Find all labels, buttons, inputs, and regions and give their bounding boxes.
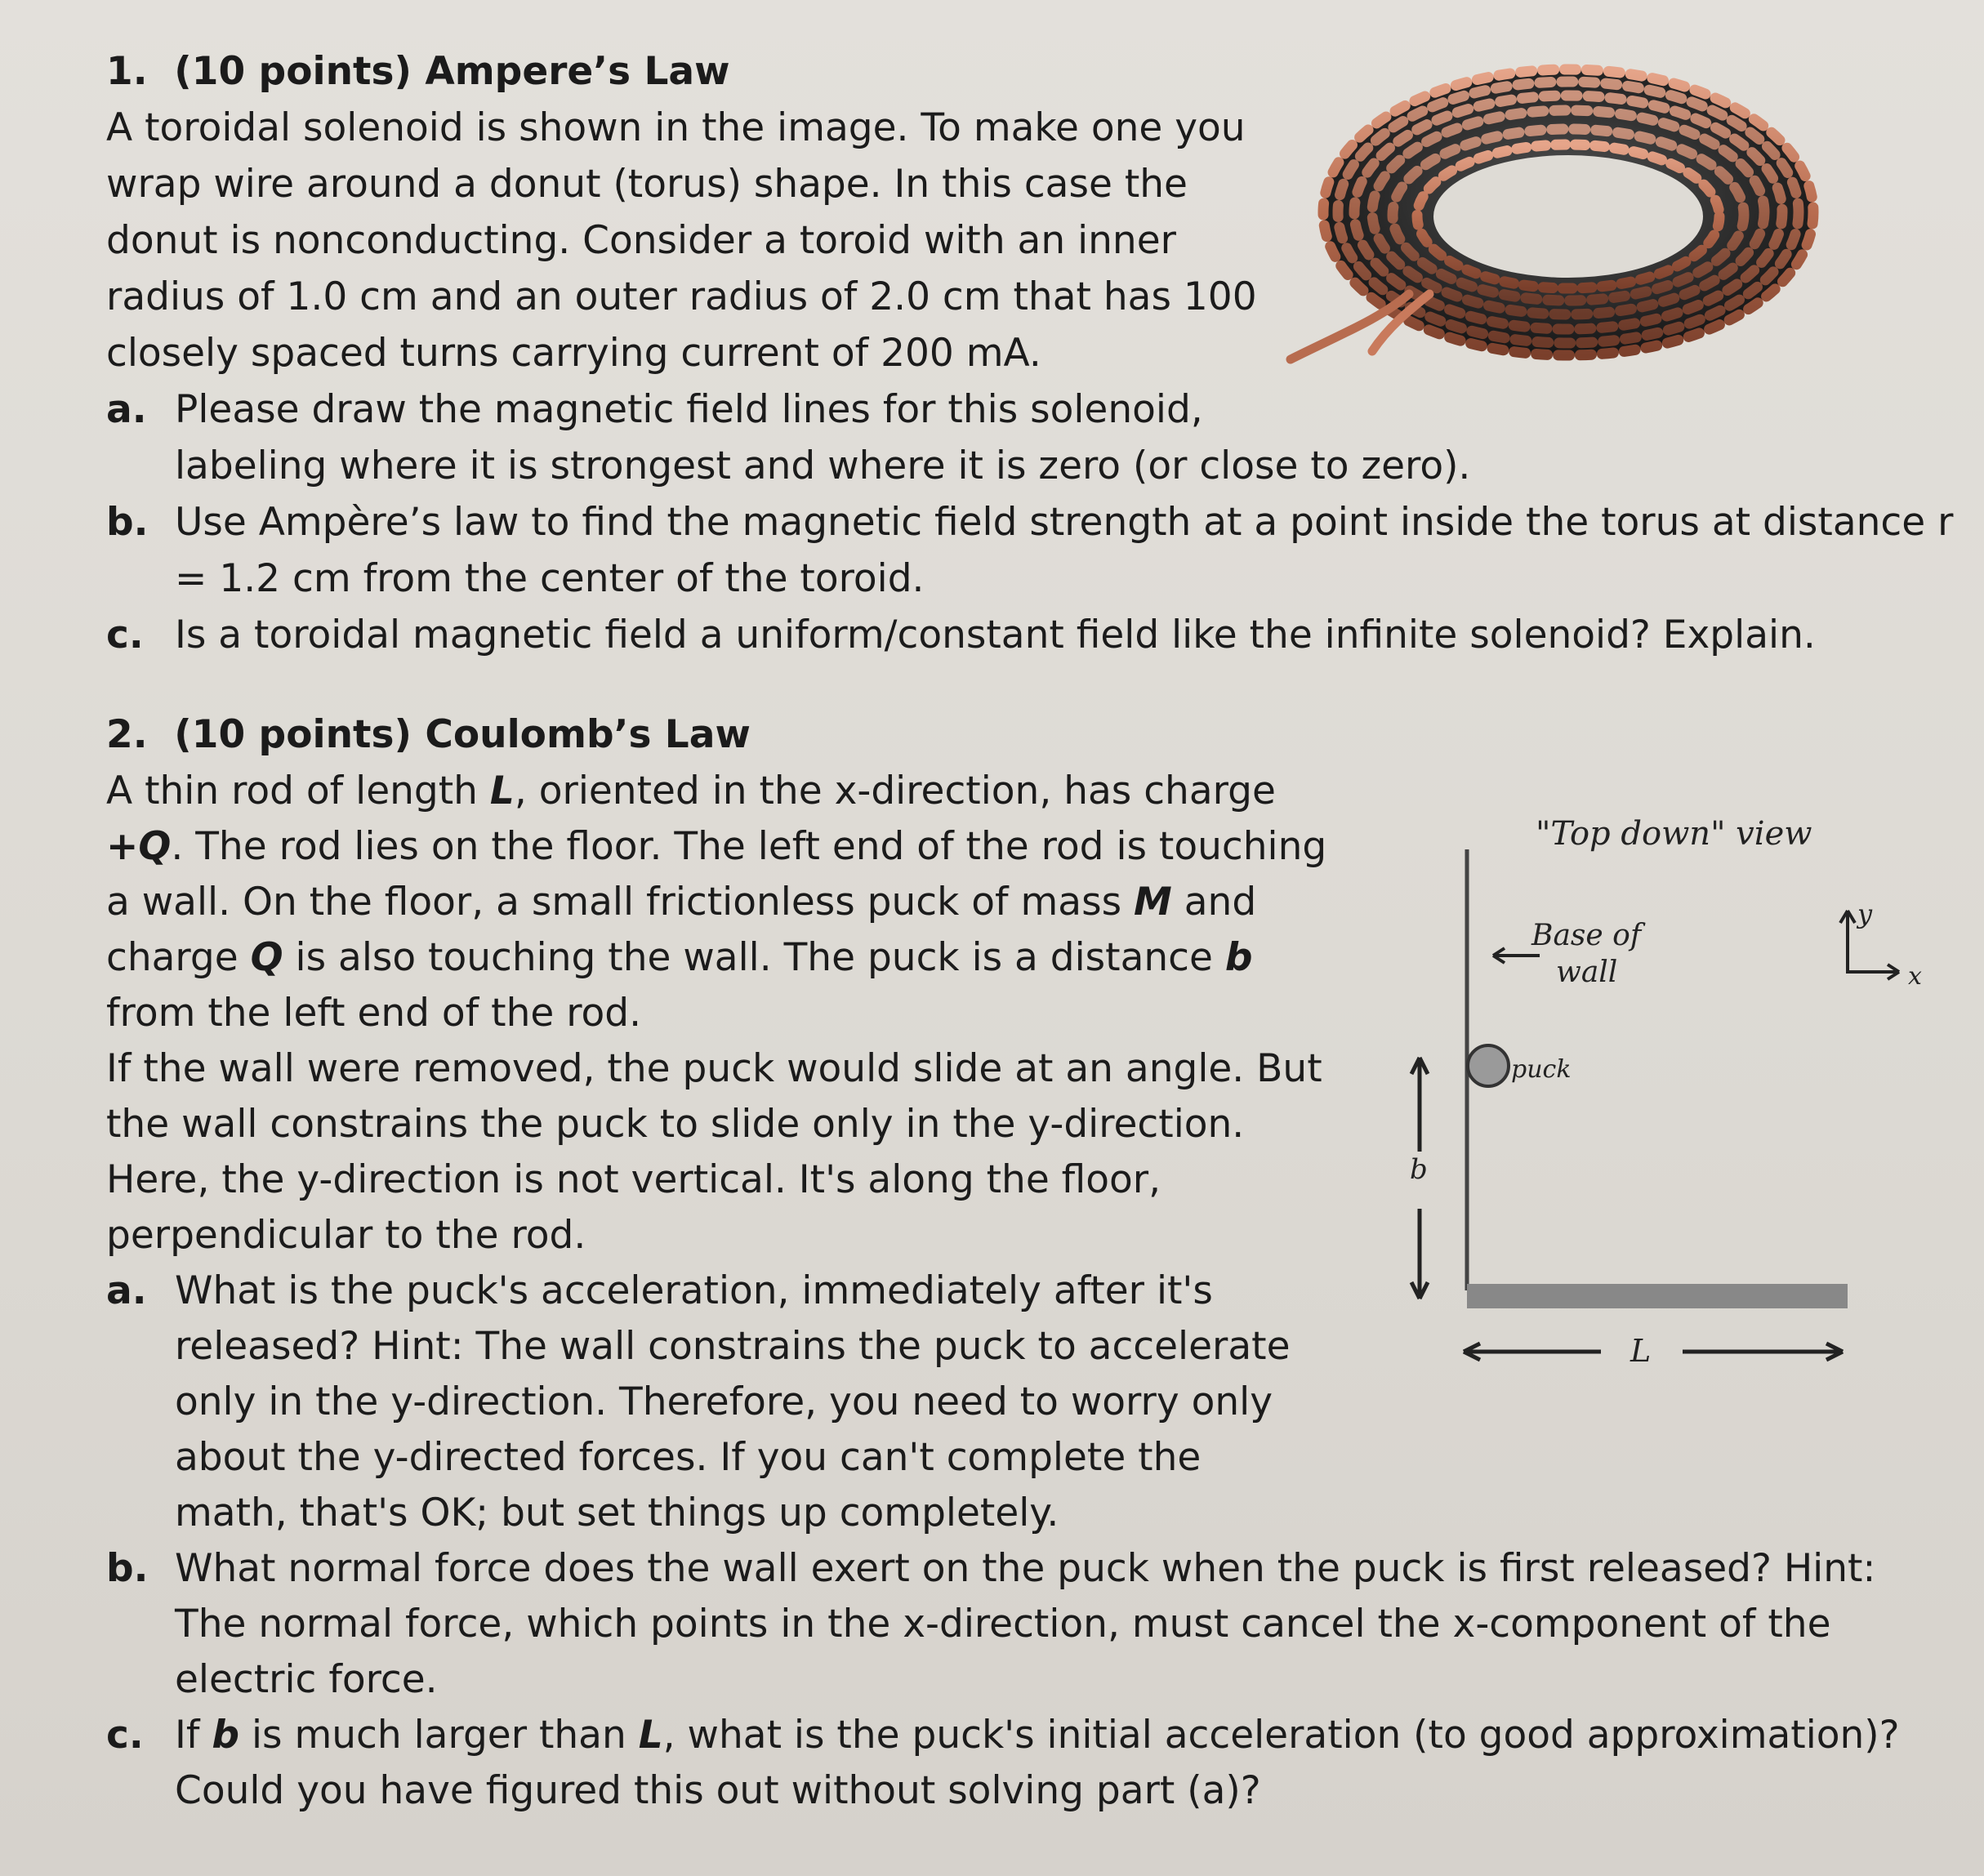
- q2-intro-line-5: from the left end of the rod.: [106, 991, 642, 1036]
- q1-intro-line-2: wrap wire around a donut (torus) shape. In this case the: [106, 162, 1188, 207]
- q2-part-a-line-5: math, that's OK; but set things up completely.: [175, 1491, 1059, 1535]
- b-label: b: [1410, 1153, 1428, 1186]
- q1-part-b: b. Use Ampère’s law to find the magnetic field strength at a point inside the torus at distance r: [106, 500, 1954, 545]
- q1-heading: 1. (10 points) Ampere’s Law: [106, 49, 730, 94]
- wall-label-line-2: wall: [1556, 956, 1618, 989]
- q1-intro-line-3: donut is nonconducting. Consider a toroid with an inner: [106, 218, 1176, 263]
- q2-heading: 2. (10 points) Coulomb’s Law: [106, 712, 751, 757]
- rod: [1467, 1284, 1848, 1308]
- q2-intro-line-7: the wall constrains the puck to slide only in the y-direction.: [106, 1102, 1245, 1147]
- b-arrow-up: [1411, 1058, 1428, 1152]
- q2-intro-line-3: a wall. On the floor, a small frictionless puck of mass M and: [106, 880, 1257, 925]
- q2-intro-line-6: If the wall were removed, the puck would slide at an angle. But: [106, 1046, 1322, 1091]
- L-arrow-right: [1683, 1344, 1843, 1360]
- q2-intro-line-9: perpendicular to the rod.: [106, 1213, 586, 1258]
- toroid-image: [1274, 49, 1830, 392]
- q2-part-c-line-2: Could you have figured this out without solving part (a)?: [175, 1768, 1261, 1813]
- q1-part-a-line-2: labeling where it is strongest and where it is zero (or close to zero).: [175, 443, 1471, 488]
- top-down-diagram: [1389, 809, 1960, 1380]
- diagram-title: "Top down" view: [1536, 815, 1812, 853]
- q1-part-c: c. Is a toroidal magnetic field a uniform/constant field like the infinite solenoid? Explain.: [106, 613, 1816, 657]
- q2-part-b: b. What normal force does the wall exert on the puck when the puck is first released? Hint:: [106, 1546, 1876, 1591]
- q2-part-b-line-3: electric force.: [175, 1657, 438, 1702]
- q1-part-a: a. Please draw the magnetic field lines for this solenoid,: [106, 387, 1203, 432]
- puck-label: puck: [1511, 1055, 1572, 1084]
- q1-part-b-line-2: = 1.2 cm from the center of the toroid.: [175, 556, 925, 601]
- q2-intro-line-2: +Q. The rod lies on the floor. The left end of the rod is touching: [106, 824, 1327, 869]
- L-label: L: [1630, 1333, 1652, 1369]
- q2-intro-line-8: Here, the y-direction is not vertical. It's along the floor,: [106, 1157, 1161, 1202]
- q2-part-a: a. What is the puck's acceleration, immediately after it's: [106, 1268, 1213, 1313]
- q2-part-a-line-2: released? Hint: The wall constrains the puck to accelerate: [175, 1324, 1291, 1369]
- q2-intro-line-1: A thin rod of length L, oriented in the x-direction, has charge: [106, 769, 1276, 813]
- wall-label-line-1: Base of: [1531, 919, 1642, 952]
- q1-intro-line-1: A toroidal solenoid is shown in the image. To make one you: [106, 105, 1246, 150]
- L-arrow-left: [1464, 1344, 1601, 1360]
- axis-x-label: x: [1908, 962, 1922, 991]
- q2-intro-line-4: charge Q is also touching the wall. The puck is a distance b: [106, 935, 1253, 980]
- q2-part-a-line-3: only in the y-direction. Therefore, you need to worry only: [175, 1379, 1273, 1424]
- q1-intro-line-4: radius of 1.0 cm and an outer radius of 2.0 cm that has 100: [106, 274, 1257, 319]
- q2-part-c: c. If b is much larger than L, what is the puck's initial acceleration (to good approximation)?: [106, 1713, 1900, 1758]
- q2-part-a-line-4: about the y-directed forces. If you can't complete the: [175, 1435, 1202, 1480]
- q2-part-b-line-2: The normal force, which points in the x-direction, must cancel the x-component of the: [175, 1602, 1831, 1647]
- q1-intro-line-5: closely spaced turns carrying current of 200 mA.: [106, 331, 1041, 376]
- b-arrow-down: [1411, 1209, 1428, 1299]
- puck: [1468, 1045, 1509, 1086]
- axis-y-label: y: [1857, 898, 1873, 929]
